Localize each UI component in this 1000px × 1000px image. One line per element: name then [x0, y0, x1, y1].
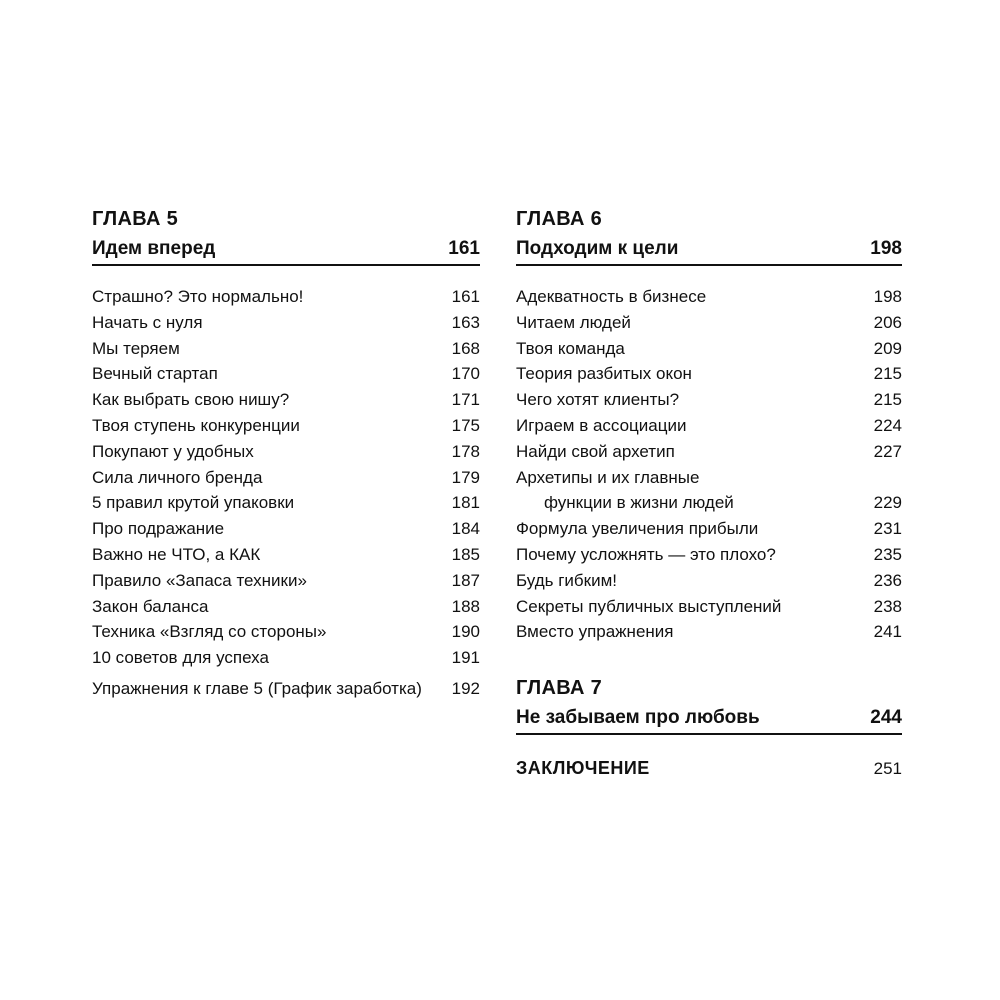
toc-entry-title: Про подражание — [92, 519, 225, 539]
toc-entry[interactable] — [92, 310, 480, 336]
chapter-6-page: 198 — [870, 238, 902, 259]
toc-entry-title: Архетипы и их главные — [516, 467, 700, 487]
conclusion-entry[interactable] — [516, 753, 902, 783]
toc-entry-page: 168 — [451, 338, 480, 358]
toc-entry-title: Правило «Запаса техники» — [92, 570, 307, 590]
toc-entry-page: 215 — [873, 390, 902, 410]
chapter-7-page: 244 — [870, 707, 902, 729]
toc-entry[interactable] — [92, 465, 480, 491]
toc-entry[interactable] — [516, 361, 902, 387]
toc-entry-title: Найди свой архетип — [516, 441, 675, 461]
toc-entry-title: функции в жизни людей — [544, 493, 734, 513]
toc-entry-title: Адекватность в бизнесе — [516, 287, 707, 306]
toc-entry-page: 188 — [451, 596, 480, 616]
toc-entry[interactable] — [516, 439, 902, 465]
toc-entry-page: 231 — [873, 519, 902, 539]
toc-entry-title: Мы теряем — [92, 338, 180, 358]
toc-entry-title: Важно не ЧТО, а КАК — [92, 544, 261, 564]
toc-entry-title: Твоя команда — [516, 338, 625, 358]
toc-entry-title: Страшно? Это нормально! — [92, 287, 304, 306]
toc-entry-page: 229 — [873, 493, 902, 513]
toc-entry[interactable] — [92, 336, 480, 362]
toc-entry-title: Твоя ступень конкуренции — [92, 415, 300, 435]
toc-entry[interactable] — [516, 336, 902, 362]
toc-entry[interactable] — [92, 645, 480, 671]
toc-entry-page: 178 — [451, 441, 480, 461]
toc-entry[interactable] — [92, 439, 480, 465]
toc-entry[interactable] — [92, 542, 480, 568]
toc-entry-title: Секреты публичных выступлений — [516, 596, 782, 616]
toc-entry[interactable] — [92, 619, 480, 645]
toc-entry[interactable] — [92, 387, 480, 413]
toc-entry-title: Покупают у удобных — [92, 441, 254, 461]
toc-entry-page: 235 — [873, 544, 902, 564]
toc-entry-page: 192 — [451, 678, 480, 698]
toc-entry-page: 215 — [873, 364, 902, 384]
toc-entry[interactable] — [516, 542, 902, 568]
toc-entry-page: 241 — [873, 622, 902, 642]
toc-entry-title: Вместо упражнения — [516, 622, 674, 642]
toc-entry-title: 5 правил крутой упаковки — [92, 493, 295, 513]
chapter-6-title: Подходим к цели — [516, 238, 679, 259]
toc-entry-title: Сила личного бренда — [92, 467, 263, 487]
toc-column-right — [516, 206, 902, 783]
chapter-7-heading[interactable] — [516, 701, 902, 735]
toc-entry-page: 171 — [451, 390, 480, 410]
toc-entry-page: 227 — [873, 441, 902, 461]
toc-entry-title: Почему усложнять — это плохо? — [516, 544, 776, 564]
toc-entry[interactable] — [92, 490, 480, 516]
toc-entry-title: Формула увеличения прибыли — [516, 519, 759, 539]
toc-entry[interactable] — [516, 284, 902, 310]
toc-entry-page: 238 — [873, 596, 902, 616]
chapter-5-label: ГЛАВА 5 — [92, 208, 178, 230]
chapter-7-title: Не забываем про любовь — [516, 707, 760, 729]
toc-entry-page: 187 — [451, 570, 480, 590]
toc-entry[interactable] — [516, 310, 902, 336]
toc-entry-title: Теория разбитых окон — [516, 364, 692, 384]
toc-entry-page: 179 — [451, 467, 480, 487]
toc-entry-page: 170 — [451, 364, 480, 384]
toc-entry-title: Закон баланса — [92, 596, 209, 616]
toc-entry-page: 163 — [451, 312, 480, 332]
toc-entry-title: Как выбрать свою нишу? — [92, 390, 290, 410]
conclusion-title: ЗАКЛЮЧЕНИЕ — [516, 758, 650, 779]
toc-entry-title: Упражнения к главе 5 (График заработка) — [92, 678, 422, 698]
toc-entry-page: 206 — [873, 312, 902, 332]
toc-entry[interactable] — [516, 594, 902, 620]
chapter-5-heading[interactable] — [92, 232, 480, 266]
chapter-6-label: ГЛАВА 6 — [516, 208, 602, 230]
toc-entry-page: 181 — [451, 493, 480, 513]
toc-entry[interactable] — [92, 516, 480, 542]
toc-entry-page: 198 — [873, 287, 902, 306]
toc-entry-title: Читаем людей — [516, 312, 631, 332]
toc-entry-page: 190 — [451, 622, 480, 642]
toc-entry-page: 184 — [451, 519, 480, 539]
toc-entry-title: Будь гибким! — [516, 570, 617, 590]
toc-entry[interactable] — [92, 594, 480, 620]
toc-entry[interactable] — [92, 676, 480, 702]
toc-entry[interactable] — [516, 568, 902, 594]
toc-entry[interactable] — [516, 413, 902, 439]
toc-entry-page: 161 — [451, 287, 480, 306]
conclusion-page: 251 — [873, 759, 902, 779]
toc-entry-page: 236 — [873, 570, 902, 590]
chapter-5-page: 161 — [448, 238, 480, 259]
toc-entry-title: Техника «Взгляд со стороны» — [92, 622, 327, 642]
toc-entry[interactable] — [516, 619, 902, 645]
toc-entry-page: 175 — [451, 415, 480, 435]
toc-column-left — [92, 206, 480, 702]
toc-entry-title: 10 советов для успеха — [92, 648, 269, 668]
toc-entry[interactable] — [516, 516, 902, 542]
toc-entry[interactable] — [516, 490, 902, 516]
chapter-7-label: ГЛАВА 7 — [516, 677, 602, 700]
toc-entry[interactable] — [516, 387, 902, 413]
toc-entry-title: Играем в ассоциации — [516, 415, 687, 435]
toc-entry-page: 209 — [873, 338, 902, 358]
toc-entry-title: Вечный стартап — [92, 364, 218, 384]
toc-entry-page: 191 — [451, 648, 480, 668]
chapter-7-block — [516, 675, 902, 735]
toc-entry-page: 224 — [873, 415, 902, 435]
chapter-5-title: Идем вперед — [92, 238, 216, 259]
toc-entry-page: 185 — [451, 544, 480, 564]
chapter-6-heading[interactable] — [516, 232, 902, 266]
toc-entry[interactable] — [92, 284, 480, 310]
toc-entry[interactable] — [92, 413, 480, 439]
toc-entry[interactable] — [516, 465, 902, 491]
toc-entry-title: Чего хотят клиенты? — [516, 390, 680, 410]
toc-entry-title: Начать с нуля — [92, 312, 203, 332]
toc-entry[interactable] — [92, 361, 480, 387]
toc-entry[interactable] — [92, 568, 480, 594]
